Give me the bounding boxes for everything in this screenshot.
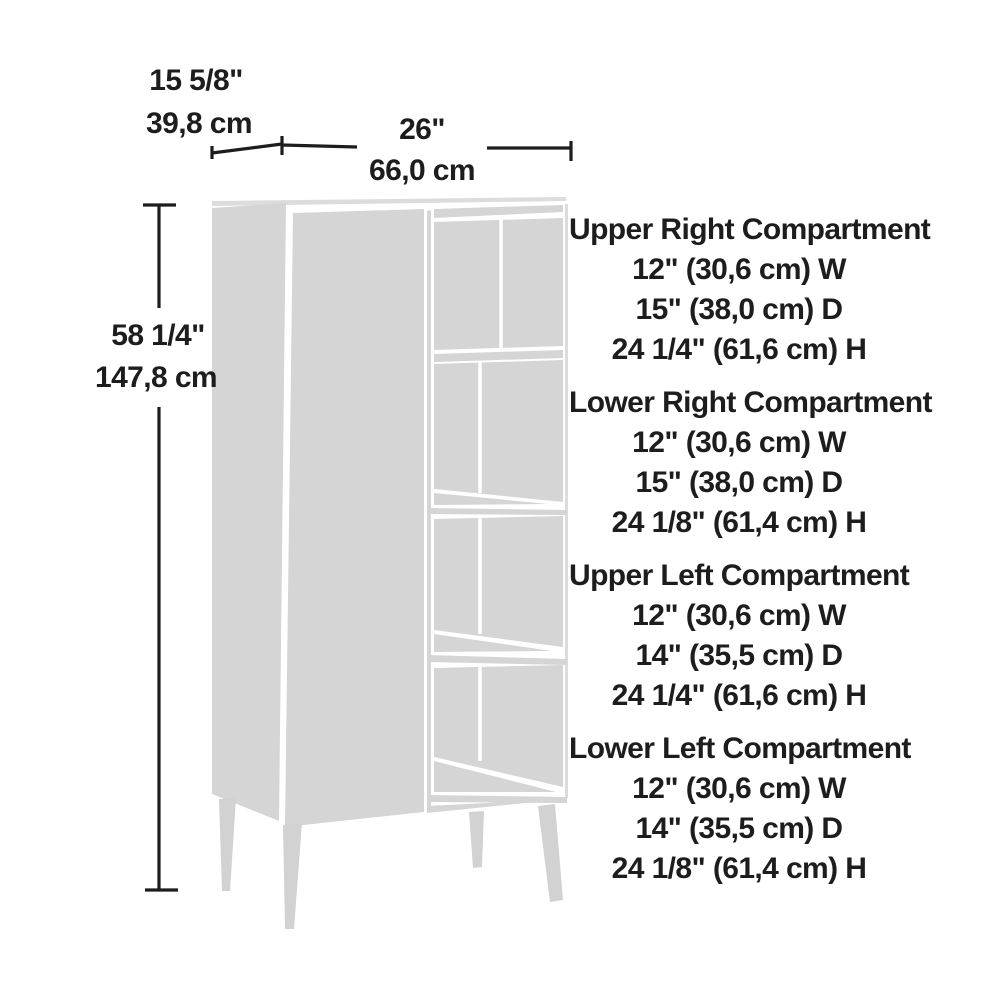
compartment-upper-left — [434, 516, 563, 647]
compartment-height: 24 1/8" (61,4 cm) H — [611, 852, 867, 885]
cabinet-side-panel — [212, 203, 286, 821]
height-label-inches: 58 1/4" — [111, 319, 205, 352]
cabinet-legs — [219, 798, 563, 929]
height-label-cm: 147,8 cm — [95, 361, 217, 394]
compartment-width: 12" (30,6 cm) W — [632, 772, 846, 805]
cabinet-door — [285, 209, 424, 827]
compartment-title: Upper Left Compartment — [569, 559, 910, 592]
leg-back-left — [219, 798, 236, 891]
compartment-depth: 15" (38,0 cm) D — [635, 293, 843, 326]
compartment-specs — [569, 210, 932, 902]
width-label-cm: 66,0 cm — [369, 154, 475, 187]
depth-label-cm: 39,8 cm — [146, 107, 252, 140]
compartment-upper-right — [434, 218, 563, 350]
shelf-3-front-edge — [427, 655, 567, 665]
height-dimension-line — [143, 205, 178, 890]
depth-label-inches: 15 5/8" — [149, 64, 243, 97]
compartment-height: 24 1/4" (61,6 cm) H — [611, 333, 867, 366]
spec-block-upper-left — [569, 556, 909, 716]
spec-block-upper-right — [569, 210, 931, 370]
cabinet-right-edge — [565, 204, 568, 799]
leg-front-left — [283, 823, 302, 929]
compartment-width: 12" (30,6 cm) W — [632, 426, 846, 459]
shelf-2-front-edge — [427, 508, 567, 515]
leg-back-right — [469, 811, 484, 868]
leg-front-right — [538, 804, 563, 902]
compartment-depth: 14" (35,5 cm) D — [635, 812, 843, 845]
compartment-back — [434, 218, 563, 350]
compartment-width: 12" (30,6 cm) W — [632, 253, 846, 286]
compartment-height: 24 1/4" (61,6 cm) H — [611, 679, 867, 712]
compartment-title: Upper Right Compartment — [569, 213, 931, 246]
compartment-depth: 15" (38,0 cm) D — [635, 466, 843, 499]
compartment-back — [434, 516, 563, 647]
shelf-1-front-edge — [434, 350, 563, 362]
compartment-depth: 14" (35,5 cm) D — [635, 639, 843, 672]
bottom-shelf-front-edge — [427, 795, 567, 803]
compartment-back — [434, 360, 563, 502]
spec-block-lower-left — [569, 729, 909, 889]
compartment-title: Lower Right Compartment — [569, 386, 932, 419]
cabinet — [212, 197, 568, 929]
shelf-column-top-strip — [434, 205, 563, 218]
compartment-width: 12" (30,6 cm) W — [632, 599, 846, 632]
compartment-title: Lower Left Compartment — [569, 732, 911, 765]
spec-block-lower-right — [569, 383, 932, 543]
width-label-inches: 26" — [399, 113, 445, 146]
compartment-lower-right — [434, 360, 563, 502]
compartment-height: 24 1/8" (61,4 cm) H — [611, 506, 867, 539]
